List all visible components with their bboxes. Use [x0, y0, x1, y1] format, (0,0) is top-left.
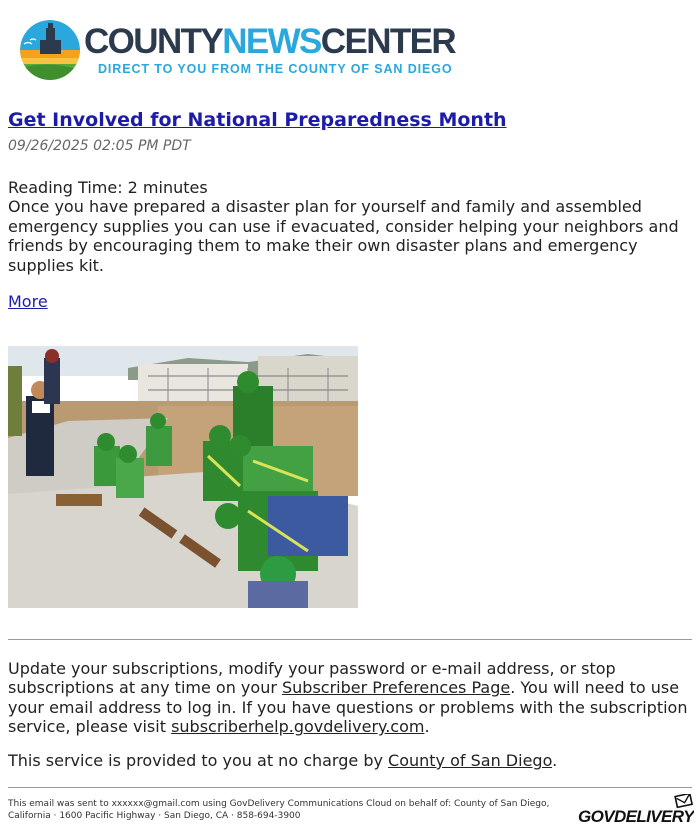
brand-wordmark: [84, 24, 455, 60]
govdelivery-envelope-icon: [675, 794, 692, 807]
brand-center: CENTER: [320, 22, 456, 61]
service-text-end: .: [552, 751, 558, 770]
subscription-info: [8, 659, 694, 737]
article-headline: [8, 109, 507, 131]
subscriber-help-link[interactable]: subscriberhelp.govdelivery.com: [171, 717, 425, 737]
brand-county: COUNTY: [84, 22, 223, 61]
brand-news: NEWS: [222, 22, 321, 61]
subscriber-preferences-link[interactable]: Subscriber Preferences Page: [282, 678, 511, 698]
govdelivery-logo[interactable]: [576, 794, 694, 828]
article-date: 09/26/2025 02:05 PM PDT: [8, 138, 191, 154]
subscription-text-1: Update your subscriptions, modify your password or e-mail address, or stop subscriptions at any time on your: [8, 659, 616, 698]
footer-divider-bottom: [8, 787, 692, 788]
more-link[interactable]: More: [8, 292, 48, 311]
article-headline-link[interactable]: Get Involved for National Preparedness Month: [8, 109, 507, 131]
fine-print: This email was sent to xxxxxx@gmail.com using GovDelivery Communications Cloud on behalf of: County of San Diego, California · 1600 Pacific Highway · San Diego, CA · 858-694-3900: [8, 799, 550, 821]
article-body: Once you have prepared a disaster plan for yourself and family and assembled emergency supplies you can use if evacuated, consider helping your neighbors and friends by encouraging them to make their own disaster plans and emergency supplies kit.: [8, 197, 679, 275]
cert-volunteers-photo[interactable]: [8, 346, 358, 608]
service-info: [8, 751, 694, 770]
subscription-text-2: . You will need to use your email address to log in. If you have questions or problems with the subscription service, please visit: [8, 678, 688, 737]
reading-time: Reading Time: 2 minutes: [8, 178, 208, 197]
county-of-san-diego-link[interactable]: County of San Diego: [388, 751, 553, 770]
county-seal-icon: [20, 20, 80, 80]
govdelivery-logo-text: GOVDELIVERY: [578, 807, 694, 826]
footer-divider-top: [8, 639, 692, 640]
subscription-text-3: .: [424, 717, 430, 737]
article-summary: [8, 178, 694, 275]
service-text: This service is provided to you at no charge by: [8, 751, 389, 770]
newsletter-header: [20, 18, 480, 82]
brand-tagline: DIRECT TO YOU FROM THE COUNTY OF SAN DIEGO: [98, 62, 453, 76]
